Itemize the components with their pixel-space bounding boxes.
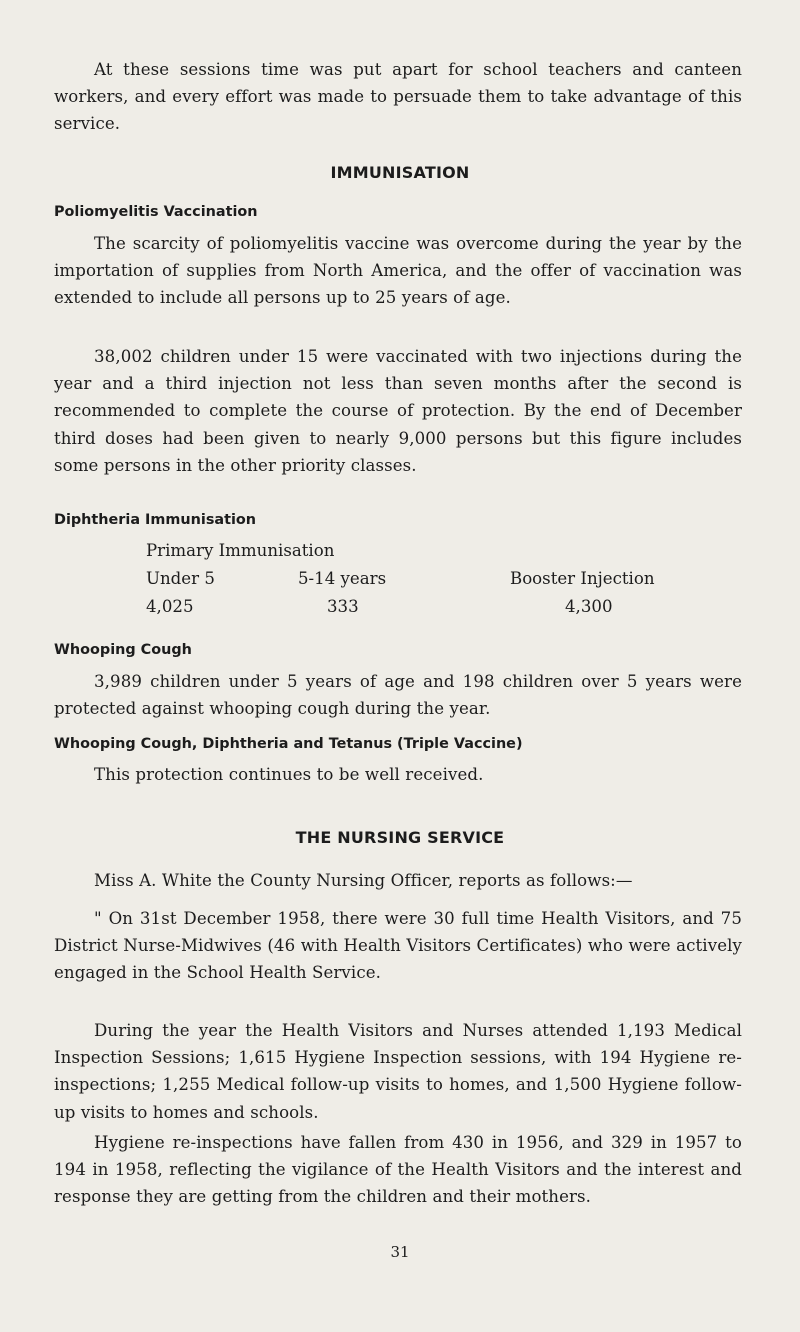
polio-paragraph-1: The scarcity of poliomyelitis vaccine was overcome during the year by the importation of supplies from North America, and the offer of vaccination was extended to include all persons up to 25 years of age. (54, 234, 742, 308)
triple-vaccine-paragraph: This protection continues to be well received. (94, 765, 484, 784)
column-header-under-5: Under 5 (146, 569, 215, 588)
value-5-14-years: 333 (327, 597, 359, 616)
immunisation-heading: IMMUNISATION (330, 163, 470, 182)
polio-subheading: Poliomyelitis Vaccination (54, 204, 258, 220)
primary-immunisation-label: Primary Immunisation (146, 541, 335, 560)
nursing-paragraph-1: Miss A. White the County Nursing Officer, reports as follows:— (94, 871, 633, 890)
nursing-paragraph-2: " On 31st December 1958, there were 30 full time Health Visitors, and 75 District Nurse-Midwives (46 with Health Visitors Certificates) who were actively engaged in the School Health Service. (54, 909, 742, 983)
whooping-cough-paragraph: 3,989 children under 5 years of age and 198 children over 5 years were protected against whooping cough during the year. (54, 672, 742, 719)
value-booster-injection: 4,300 (565, 597, 613, 616)
whooping-cough-subheading: Whooping Cough (54, 642, 192, 658)
triple-vaccine-subheading: Whooping Cough, Diphtheria and Tetanus (Triple Vaccine) (54, 736, 523, 752)
column-header-5-14-years: 5-14 years (298, 569, 387, 588)
value-under-5: 4,025 (146, 597, 194, 616)
nursing-paragraph-3: During the year the Health Visitors and Nurses attended 1,193 Medical Inspection Sessions; 1,615 Hygiene Inspection sessions, with 194 Hygiene re-inspections; 1,255 Medical follow-up visits to homes, and 1,500 Hygiene follow-up visits to homes and schools. (54, 1021, 742, 1122)
nursing-paragraph-4: Hygiene re-inspections have fallen from 430 in 1956, and 329 in 1957 to 194 in 1958, reflecting the vigilance of the Health Visitors and the interest and response they are getting from the children and their mothers. (54, 1133, 742, 1207)
nursing-service-heading: THE NURSING SERVICE (295, 828, 505, 847)
intro-paragraph: At these sessions time was put apart for school teachers and canteen workers, and every effort was made to persuade them to take advantage of this service. (54, 60, 742, 134)
column-header-booster-injection: Booster Injection (510, 569, 655, 588)
diphtheria-subheading: Diphtheria Immunisation (54, 512, 257, 528)
polio-paragraph-2: 38,002 children under 15 were vaccinated with two injections during the year and a third injection not less than seven months after the second is recommended to complete the course of protection. By the end of December third doses had been given to nearly 9,000 persons but this figure includes some persons in the other priority classes. (54, 347, 742, 475)
page-number: 31 (390, 1243, 410, 1261)
